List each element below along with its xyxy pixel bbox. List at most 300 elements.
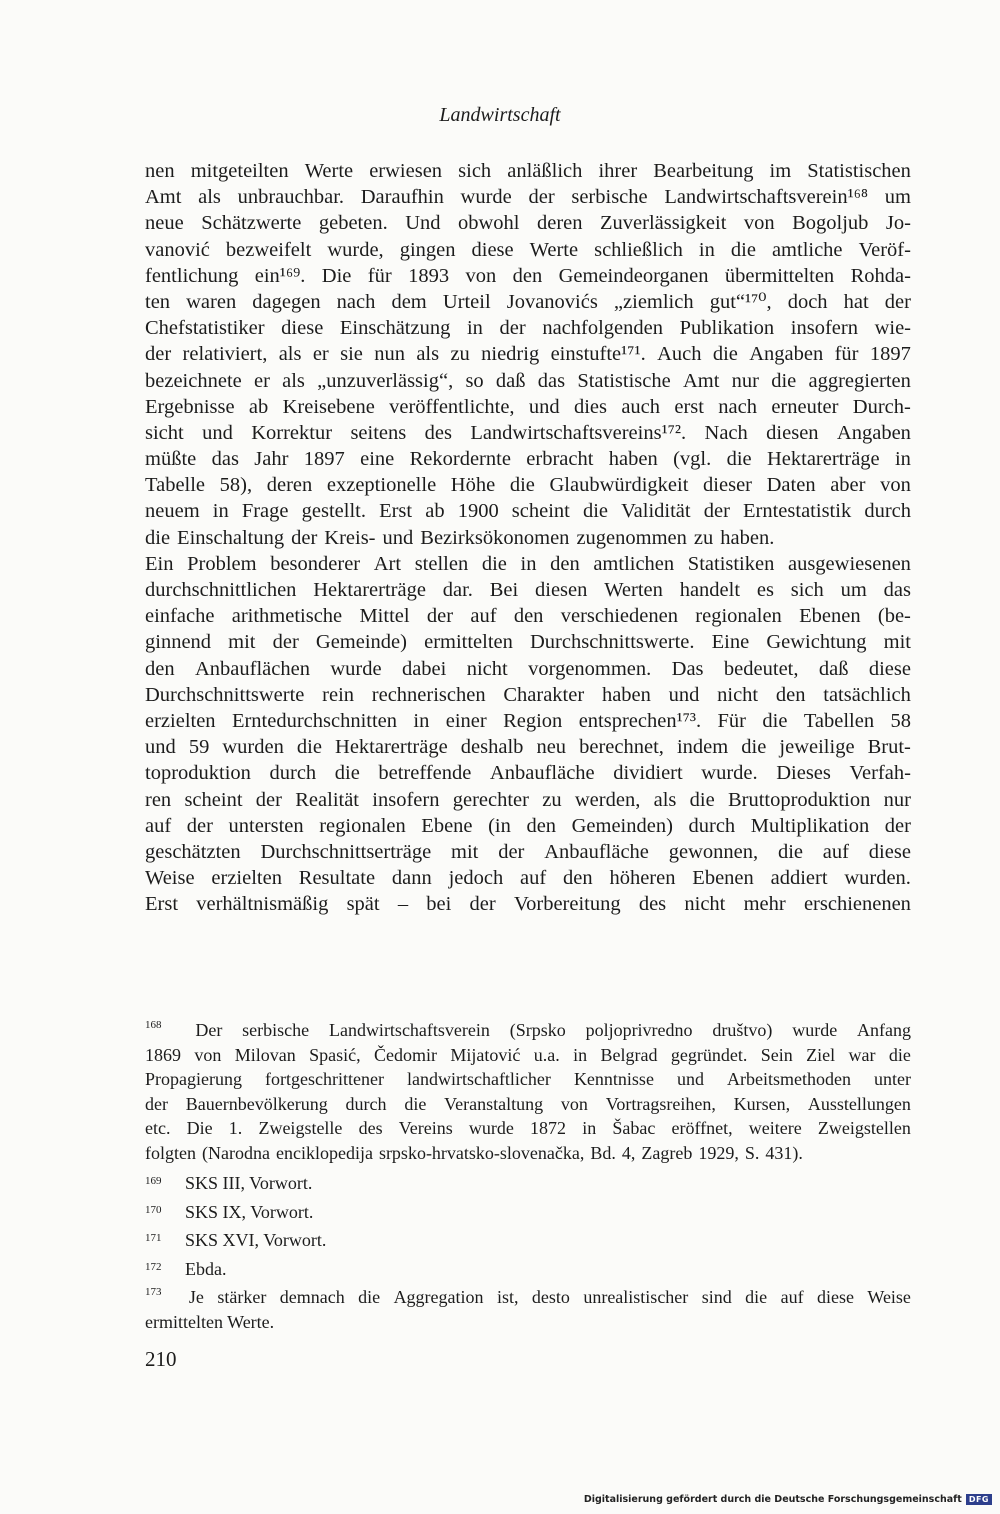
- word: werden,: [574, 788, 641, 811]
- word: ginnend: [145, 631, 212, 654]
- word: Publikation: [679, 317, 775, 340]
- word: Mijatović: [450, 1044, 521, 1065]
- word: spät: [346, 893, 380, 916]
- text-line: [145, 420, 911, 446]
- word: ausgewiesenen: [787, 552, 911, 575]
- word: zugenommen: [576, 526, 687, 549]
- word: die: [509, 474, 535, 497]
- word: jeweilige: [779, 736, 855, 759]
- word: der: [884, 814, 911, 837]
- word: regionalen: [695, 605, 782, 628]
- word: dieser: [703, 474, 752, 497]
- word: wurde.: [701, 762, 758, 785]
- word: Hektarerträge: [313, 579, 426, 601]
- word: er: [253, 369, 270, 392]
- word: Für: [717, 709, 747, 732]
- text-line: [145, 210, 911, 236]
- word: den: [513, 605, 544, 628]
- footnote-171: [145, 1228, 911, 1256]
- word: amtlichen: [593, 552, 675, 575]
- word: Statistiken: [687, 552, 775, 575]
- word: als: [278, 343, 302, 366]
- word: fentlichung: [145, 264, 239, 287]
- word: daß: [495, 369, 526, 392]
- word: einstufte¹⁷¹.: [550, 343, 646, 366]
- word: stärker: [217, 1287, 267, 1307]
- text-line: [145, 787, 911, 813]
- word: bezweifelt: [225, 238, 312, 261]
- word: zu: [542, 788, 562, 811]
- word: schließlich: [594, 238, 683, 261]
- word: dies: [573, 395, 607, 418]
- word: die: [712, 343, 738, 366]
- word: sind: [701, 1287, 732, 1307]
- word: unter: [873, 1069, 911, 1089]
- word: niedrig: [481, 343, 540, 366]
- word: den: [145, 657, 175, 680]
- word: Spasić,: [309, 1044, 361, 1065]
- word: Korrektur: [251, 421, 333, 444]
- word: ab: [425, 500, 445, 523]
- word: die: [777, 840, 803, 863]
- word: 59: [188, 736, 210, 759]
- footer-text: Digitalisierung gefördert durch die Deutsche Forschungsgemeinschaft: [583, 1494, 962, 1505]
- word: eröffnet,: [671, 1118, 733, 1138]
- word: der: [145, 1093, 168, 1114]
- word: jedoch: [448, 867, 504, 890]
- word: der: [291, 526, 318, 549]
- word: sicht: [145, 421, 184, 444]
- word: Kreisebene: [282, 395, 375, 418]
- word: erschienenen: [803, 893, 911, 916]
- word: um: [884, 186, 911, 209]
- word: diese: [816, 1287, 854, 1307]
- word: der: [498, 840, 525, 863]
- footnote-number: 169: [145, 1175, 162, 1187]
- word: unbrauchbar.: [237, 186, 345, 209]
- word: 1900: [457, 500, 499, 523]
- word: Anbaufläche: [544, 840, 649, 863]
- word: durch: [864, 500, 911, 523]
- text-line: [145, 394, 911, 420]
- word: ermittelten: [424, 631, 513, 654]
- word: gewonnen,: [668, 840, 759, 863]
- word: Zagreb: [641, 1142, 693, 1163]
- text-line: [145, 551, 911, 577]
- word: 431).: [765, 1142, 803, 1163]
- word: Erst: [145, 893, 179, 916]
- word: Glaubwürdigkeit: [549, 474, 689, 497]
- word: und: [676, 1069, 704, 1089]
- word: als: [653, 788, 677, 811]
- word: 1897: [869, 343, 911, 366]
- word: S.: [744, 1142, 760, 1163]
- word: Der: [195, 1020, 223, 1040]
- word: und: [668, 683, 700, 706]
- word: (Srpsko: [509, 1020, 566, 1040]
- footnote-line: ermittelten Werte.: [145, 1311, 275, 1332]
- word: Kursen,: [733, 1093, 791, 1114]
- word: Bauernbevölkerung: [185, 1093, 328, 1114]
- footnote-number: 170: [145, 1203, 162, 1216]
- word: Erst: [379, 500, 413, 523]
- word: Validität: [621, 500, 691, 523]
- word: Problem: [187, 552, 257, 575]
- word: einer: [445, 709, 487, 732]
- word: bei: [426, 893, 452, 916]
- text-line: [145, 289, 911, 315]
- word: Ebenen: [799, 605, 861, 628]
- word: so: [465, 369, 484, 392]
- word: haben: [608, 448, 658, 471]
- text-line: [145, 263, 911, 289]
- word: die: [582, 500, 609, 523]
- word: Gemeinden): [571, 814, 673, 837]
- word: Rohda-: [850, 264, 911, 287]
- word: desto: [531, 1287, 570, 1307]
- word: 58: [890, 709, 911, 732]
- word: den: [526, 814, 557, 837]
- text-line: [145, 603, 911, 629]
- word: insofern: [372, 788, 440, 811]
- text-line: [145, 315, 911, 341]
- word: Veranstaltung: [444, 1093, 544, 1114]
- word: die: [745, 1287, 768, 1307]
- word: Gewichtung: [766, 631, 867, 654]
- word: die: [888, 1044, 911, 1065]
- word: Belgrad: [600, 1044, 658, 1065]
- word: auf: [520, 867, 547, 890]
- word: sie: [340, 343, 363, 366]
- dfg-footer-banner[interactable]: [584, 1494, 992, 1505]
- word: und: [202, 421, 233, 444]
- word: Ebenen: [692, 867, 754, 890]
- word: Chefstatistiker: [145, 317, 265, 340]
- word: der: [145, 343, 172, 366]
- word: insofern: [790, 317, 858, 340]
- word: ein¹⁶⁹.: [254, 264, 306, 287]
- footnote-172: [145, 1257, 911, 1285]
- text-line: [145, 656, 911, 682]
- word: Urteil: [442, 290, 491, 313]
- word: Jo-: [885, 212, 911, 235]
- word: serbische: [571, 186, 648, 209]
- text-line: [145, 158, 911, 184]
- word: fortgeschrittener: [265, 1069, 384, 1089]
- word: Brut-: [867, 736, 911, 759]
- word: toproduktion: [145, 762, 251, 785]
- word: den: [512, 264, 543, 287]
- word: Werten: [604, 579, 663, 601]
- word: das: [211, 448, 239, 471]
- word: obwohl: [458, 212, 520, 235]
- word: poljoprivredno: [585, 1020, 693, 1040]
- word: 1929,: [698, 1142, 739, 1163]
- word: gingen: [399, 238, 456, 261]
- word: Je: [188, 1287, 204, 1307]
- word: dabei: [401, 657, 447, 680]
- word: Bogoljub: [792, 212, 869, 235]
- word: die: [771, 369, 797, 392]
- footnote-text: SKS IX, Vorwort.: [185, 1201, 314, 1222]
- word: „ziemlich: [613, 290, 694, 313]
- word: die: [762, 709, 788, 732]
- word: u.a.: [533, 1044, 560, 1065]
- word: höheren: [609, 867, 676, 890]
- word: Anbaufläche: [489, 762, 595, 785]
- word: untersten: [228, 814, 304, 837]
- word: ab: [248, 395, 269, 418]
- footnote-number: 173: [145, 1286, 162, 1298]
- word: Šabac: [612, 1118, 656, 1138]
- word: Ergebnisse: [145, 395, 235, 418]
- footnote-number: 172: [145, 1260, 162, 1273]
- word: rein: [322, 683, 355, 706]
- word: Amt: [682, 369, 720, 392]
- text-line: [145, 865, 911, 891]
- word: –: [397, 893, 409, 916]
- word: diesen: [535, 579, 588, 601]
- word: von: [560, 1093, 588, 1114]
- footnote-text: Ebda.: [185, 1258, 227, 1279]
- word: die: [741, 736, 767, 759]
- word: wurden: [222, 736, 284, 759]
- word: tatsächlich: [823, 683, 911, 706]
- text-line: [145, 629, 911, 655]
- word: Mittel: [359, 605, 410, 628]
- word: Angaben: [749, 343, 824, 366]
- word: Aggregation: [393, 1287, 484, 1307]
- text-line: [145, 813, 911, 839]
- word: die: [334, 762, 360, 785]
- word: scheint: [184, 788, 243, 811]
- word: Nach: [704, 421, 748, 444]
- word: die: [296, 736, 322, 759]
- word: dividiert: [613, 762, 683, 785]
- word: 1872: [530, 1118, 567, 1138]
- word: landwirtschaftlicher: [406, 1069, 551, 1089]
- word: Amt: [145, 186, 182, 209]
- text-line: [145, 891, 911, 917]
- word: verschiedenen: [560, 605, 678, 628]
- word: des: [424, 421, 452, 444]
- word: diese: [868, 657, 911, 680]
- word: wurden.: [844, 867, 911, 890]
- word: 4,: [621, 1142, 636, 1163]
- word: scheint: [511, 500, 570, 523]
- word: in: [520, 552, 537, 575]
- word: Die: [321, 264, 352, 287]
- word: 1.: [228, 1118, 243, 1138]
- word: ist,: [496, 1287, 519, 1307]
- word: ten: [145, 290, 171, 313]
- word: um: [840, 579, 867, 601]
- word: in: [698, 238, 715, 261]
- text-line: [145, 1043, 911, 1068]
- word: wurde: [460, 186, 512, 209]
- word: Weise: [145, 867, 195, 890]
- word: rechnerischen: [371, 683, 486, 706]
- word: wurde: [468, 1118, 514, 1138]
- word: haben: [601, 683, 651, 706]
- word: Kreis-: [324, 526, 376, 549]
- word: der: [255, 788, 282, 811]
- word: mit: [451, 840, 479, 863]
- word: Milovan: [234, 1044, 296, 1065]
- word: Bruttoproduktion: [727, 788, 871, 811]
- word: mitgeteilten: [190, 160, 289, 182]
- word: veröffentlichte,: [389, 395, 515, 418]
- word: Vortragsreihen,: [605, 1093, 716, 1114]
- word: erbracht: [526, 448, 594, 471]
- word: Erntedurchschnitten: [231, 709, 398, 732]
- word: Daraufhin: [360, 186, 444, 209]
- word: mit: [228, 631, 256, 654]
- word: übermittelten: [724, 264, 835, 287]
- text-line: [145, 734, 911, 760]
- word: 1897: [303, 448, 345, 471]
- text-line: [145, 446, 911, 472]
- word: in: [582, 1118, 597, 1138]
- word: Daten: [766, 474, 816, 497]
- word: erzielten: [211, 867, 282, 890]
- text-line: [145, 472, 911, 498]
- word: deshalb: [460, 736, 524, 759]
- word: die: [689, 788, 715, 811]
- word: deren: [266, 474, 313, 497]
- word: auf: [780, 1287, 804, 1307]
- word: das: [883, 579, 911, 601]
- word: amtliche: [771, 238, 843, 261]
- body-text: [145, 158, 911, 917]
- word: aggregierten: [808, 369, 911, 392]
- word: nach: [336, 290, 376, 313]
- word: Landwirtschaftsverein¹⁶⁸: [664, 186, 869, 209]
- text-line: [145, 682, 911, 708]
- word: vanović: [145, 238, 210, 261]
- word: die: [358, 1287, 381, 1307]
- word: weitere: [748, 1118, 802, 1138]
- word: auf: [470, 605, 497, 628]
- word: 1893: [408, 264, 450, 287]
- word: Region: [503, 709, 563, 732]
- word: bezeichnete: [145, 369, 242, 392]
- word: in: [894, 448, 911, 471]
- word: dagegen: [252, 290, 321, 313]
- text-line: [145, 341, 911, 367]
- word: der: [469, 893, 496, 916]
- word: 58),: [219, 474, 253, 497]
- word: auch: [621, 395, 661, 418]
- word: verhältnismäßig: [196, 893, 329, 916]
- word: Zweigstellen: [817, 1118, 911, 1138]
- word: war: [848, 1044, 876, 1065]
- word: er: [312, 343, 329, 366]
- word: društvo): [712, 1020, 773, 1040]
- word: Rekordernte: [409, 448, 511, 471]
- word: es: [756, 579, 774, 601]
- word: (in: [488, 814, 511, 837]
- word: Das: [671, 657, 704, 680]
- word: gegründet.: [670, 1044, 748, 1065]
- text-line: [145, 708, 911, 734]
- word: folgten: [145, 1142, 196, 1163]
- text-line: [145, 237, 911, 263]
- word: in: [413, 709, 430, 732]
- word: in: [212, 500, 229, 523]
- word: Dieses: [776, 762, 831, 785]
- word: sich: [458, 160, 492, 182]
- word: Angaben: [836, 421, 911, 444]
- word: Auch: [657, 343, 702, 366]
- footnotes: [145, 1018, 911, 1334]
- word: Resultate: [298, 867, 376, 890]
- word: Vorbereitung: [513, 893, 621, 916]
- text-line: [145, 1141, 911, 1166]
- word: waren: [186, 290, 237, 313]
- word: besonderer: [270, 552, 361, 575]
- word: wurde: [330, 657, 382, 680]
- word: Durchschnittswerte: [145, 683, 305, 706]
- word: Kenntnisse: [573, 1069, 654, 1089]
- word: dem: [391, 290, 427, 313]
- word: zu: [693, 526, 714, 549]
- word: relativiert,: [182, 343, 268, 366]
- word: und: [528, 395, 560, 418]
- word: Bei: [489, 579, 519, 601]
- footnote-number: 171: [145, 1232, 162, 1244]
- word: nicht: [466, 657, 508, 680]
- word: erzielten: [145, 709, 216, 732]
- word: diese: [471, 238, 514, 261]
- word: Ebene: [421, 814, 473, 837]
- word: Ein: [145, 552, 174, 575]
- word: die: [404, 1093, 427, 1114]
- word: Eine: [711, 631, 750, 654]
- footnote-text: SKS III, Vorwort.: [185, 1173, 313, 1193]
- word: nicht: [717, 683, 759, 706]
- footnote-number: 168: [145, 1019, 162, 1031]
- word: der: [703, 500, 730, 523]
- word: Durch-: [852, 395, 911, 418]
- word: addiert: [770, 867, 828, 890]
- word: Zuverlässigkeit: [600, 212, 727, 235]
- word: Realität: [295, 788, 360, 811]
- text-line: [145, 368, 911, 394]
- word: dar.: [442, 579, 473, 601]
- word: Bearbeitung: [653, 160, 754, 182]
- text-line: [145, 525, 911, 551]
- word: Frage: [241, 500, 289, 523]
- word: der: [499, 317, 526, 340]
- word: als: [416, 343, 440, 366]
- word: nicht: [684, 893, 726, 916]
- footnote-text: SKS XVI, Vorwort.: [185, 1230, 327, 1250]
- word: Durchschnittswerte.: [530, 631, 695, 654]
- word: demnach: [279, 1287, 345, 1307]
- word: Höhe: [450, 474, 496, 497]
- word: den: [550, 552, 580, 575]
- word: neue: [145, 212, 184, 235]
- word: (be-: [877, 605, 911, 628]
- word: als: [282, 369, 305, 392]
- word: den: [563, 867, 593, 890]
- word: anläßlich: [507, 160, 583, 182]
- word: Werte: [304, 160, 354, 182]
- word: etc.: [145, 1118, 171, 1138]
- word: haben.: [720, 526, 775, 549]
- word: Multiplikation: [750, 814, 870, 837]
